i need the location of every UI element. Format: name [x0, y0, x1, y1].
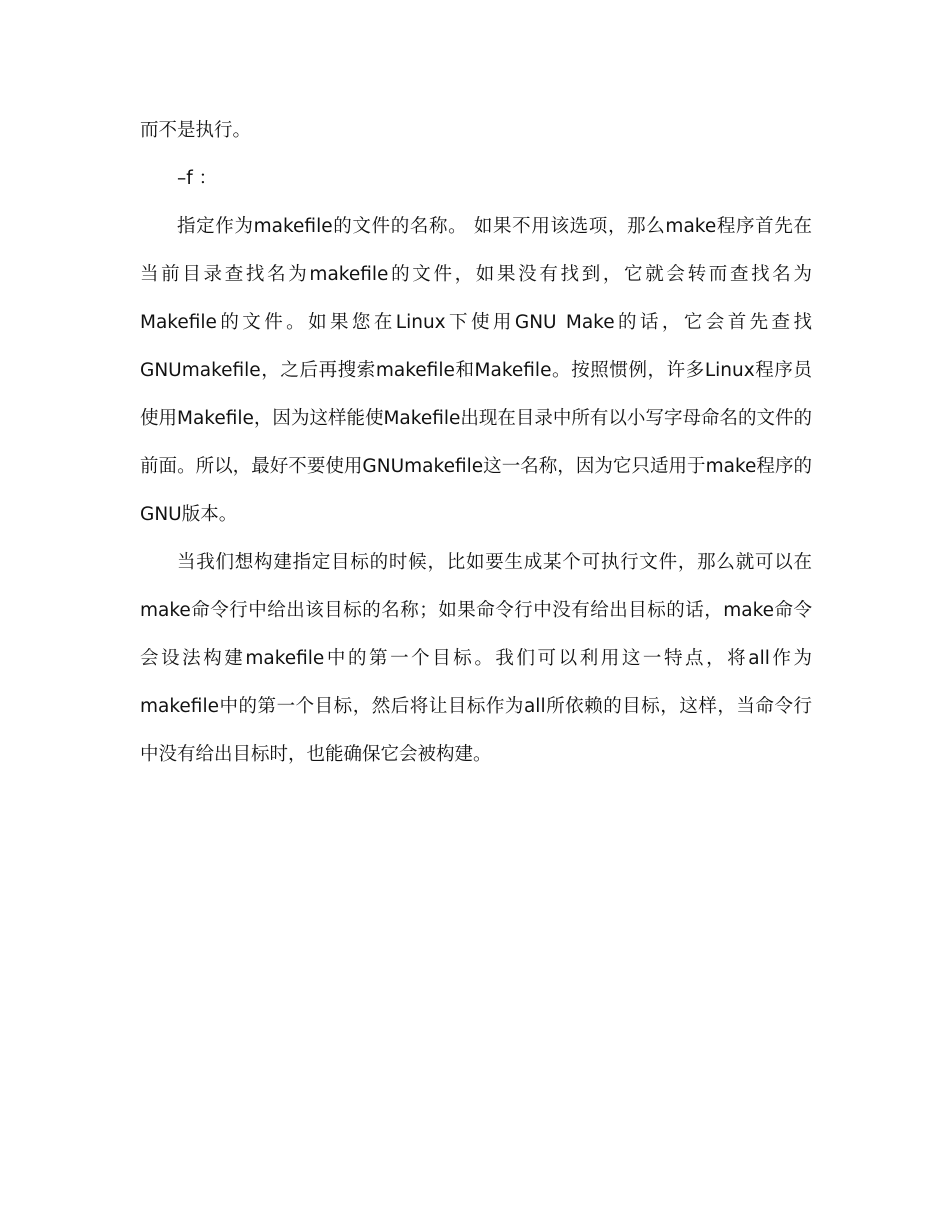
- paragraph-continuation: 而不是执行。: [140, 120, 252, 141]
- document-body: [140, 107, 812, 779]
- option-heading: –f ：: [177, 168, 218, 189]
- paragraph-option-description: 指定作为makefile的文件的名称。 如果不用该选项，那么make程序首先在当前目录查找名为makefile的文件，如果没有找到，它就会转而查找名为Makefile的文件。如果您在Linux下使用GNU Make的话，它会首先查找GNUmakefile，之后再搜索makefile和Makefile。按照惯例，许多Linux程序员使用Makefile，因为这样能使Makefile出现在目录中所有以小写字母命名的文件的前面。所以，最好不要使用GNUmakefile这一名称，因为它只适用于make程序的GNU版本。: [140, 216, 812, 525]
- paragraph-build-target: 当我们想构建指定目标的时候，比如要生成某个可执行文件，那么就可以在make命令行中给出该目标的名称；如果命令行中没有给出目标的话，make命令会设法构建makefile中的第一个目标。我们可以利用这一特点，将all作为makefile中的第一个目标，然后将让目标作为all所依赖的目标，这样，当命令行中没有给出目标时，也能确保它会被构建。: [140, 552, 812, 765]
